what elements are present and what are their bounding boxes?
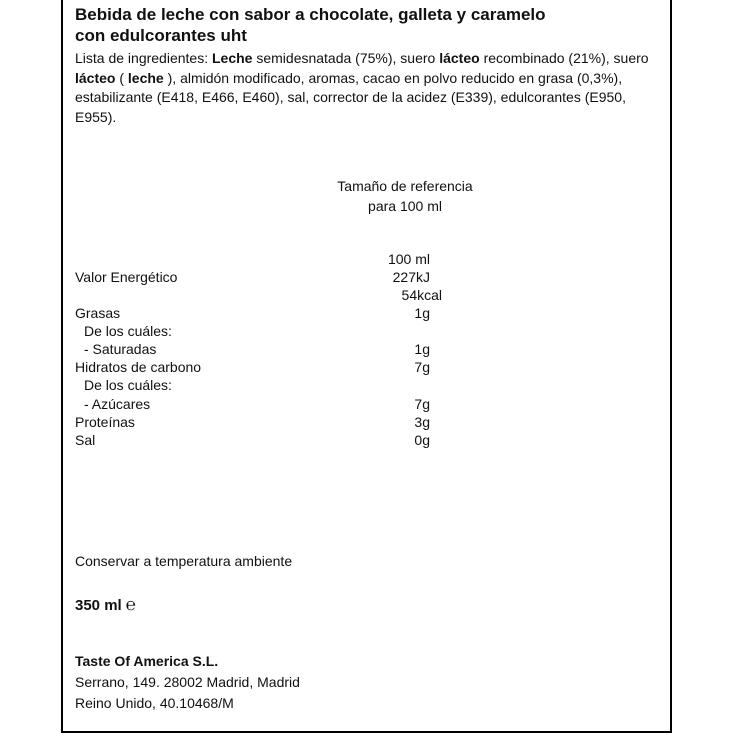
energy-kcal-value: 54kcal bbox=[401, 287, 442, 303]
allergen-lacteo-2: lácteo bbox=[75, 69, 116, 86]
energy-kj-value: 227kJ bbox=[392, 269, 430, 285]
saturated-value: 1g bbox=[414, 341, 430, 357]
company-info bbox=[75, 651, 300, 714]
carbs-label: Hidratos de carbono bbox=[75, 359, 202, 375]
protein-label: Proteínas bbox=[75, 414, 135, 430]
sugars-label: - Azúcares bbox=[84, 396, 151, 412]
reference-line-1: Tamaño de referencia bbox=[337, 178, 473, 194]
storage-instructions: Conservar a temperatura ambiente bbox=[75, 553, 293, 569]
energy-label: Valor Energético bbox=[75, 269, 178, 285]
ingredients-text-1: semidesnatada (75%), suero bbox=[252, 50, 440, 66]
fat-label: Grasas bbox=[75, 305, 121, 321]
ingredients-text-3: ( bbox=[115, 69, 128, 86]
salt-value: 0g bbox=[414, 432, 430, 448]
allergen-leche: Leche bbox=[211, 50, 253, 66]
nutrition-column-header: 100 ml bbox=[387, 251, 430, 267]
product-title bbox=[75, 4, 665, 46]
ingredients-text-2: recombinado (21%), suero bbox=[479, 50, 649, 66]
estimated-sign-icon: ℮ bbox=[125, 595, 136, 614]
of-which-label-1: De los cuáles: bbox=[84, 323, 172, 339]
reference-line-2: para 100 ml bbox=[368, 198, 442, 214]
ingredients-label: Lista de ingredientes: bbox=[75, 50, 209, 66]
protein-value: 3g bbox=[414, 414, 430, 430]
carbs-value: 7g bbox=[414, 359, 430, 375]
allergen-leche-2: leche bbox=[127, 69, 164, 86]
quantity-value: 350 ml bbox=[75, 596, 122, 614]
company-address: Serrano, 149. 28002 Madrid, Madrid bbox=[75, 674, 300, 690]
fat-value: 1g bbox=[414, 305, 430, 321]
company-registry: Reino Unido, 40.10468/M bbox=[75, 695, 234, 711]
company-name: Taste Of America S.L. bbox=[75, 653, 219, 669]
allergen-lacteo: lácteo bbox=[439, 50, 480, 66]
ingredients-list bbox=[75, 49, 665, 127]
net-quantity bbox=[75, 595, 136, 615]
ingredients-text-4: ), almidón modificado, aromas, cacao en polvo reducido en grasa (0,3%), estabilizante (E418, E466, E460), sal, corrector de la acidez (E339), edulcorantes (E950, E955). bbox=[75, 69, 626, 125]
saturated-label: - Saturadas bbox=[84, 341, 157, 357]
sugars-value: 7g bbox=[414, 396, 430, 412]
salt-label: Sal bbox=[75, 432, 96, 448]
of-which-label-2: De los cuáles: bbox=[84, 377, 172, 393]
title-line-1: Bebida de leche con sabor a chocolate, galleta y caramelo bbox=[75, 5, 546, 24]
reference-size bbox=[300, 176, 510, 216]
title-line-2: con edulcorantes uht bbox=[75, 26, 247, 45]
